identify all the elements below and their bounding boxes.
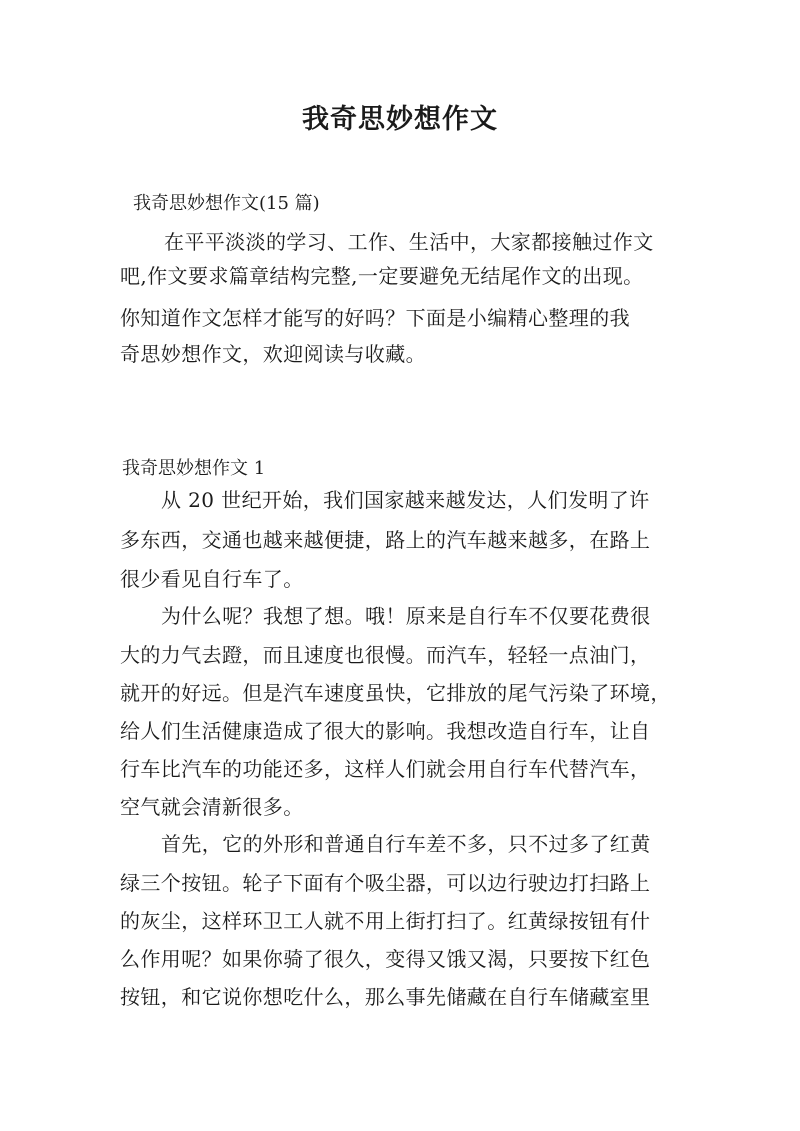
paragraph2-line: 行车比汽车的功能还多，这样人们就会用自行车代替汽车， [120,757,651,781]
intro-line: 在平平淡淡的学习、工作、生活中，大家都接触过作文 [164,230,654,254]
paragraph1-line: 多东西，交通也越来越便捷，路上的汽车越来越多，在路上 [120,528,651,552]
paragraph1-line: 很少看见自行车了。 [120,567,304,591]
paragraph2-line: 就开的好远。但是汽车速度虽快，它排放的尾气污染了环境， [120,681,671,705]
paragraph3-line: 首先，它的外形和普通自行车差不多，只不过多了红黄 [161,832,651,856]
paragraph2-line: 大的力气去蹬，而且速度也很慢。而汽车，轻轻一点油门， [120,643,651,667]
document-title: 我奇思妙想作文 [302,104,498,135]
paragraph2-line: 给人们生活健康造成了很大的影响。我想改造自行车，让自 [120,719,651,743]
paragraph2-line: 空气就会清新很多。 [120,795,304,819]
intro-line: 你知道作文怎样才能写的好吗？下面是小编精心整理的我 [120,306,630,330]
paragraph1-line: 从 20 世纪开始，我们国家越来越发达，人们发明了许 [161,488,650,512]
paragraph2-line: 为什么呢？我想了想。哦！原来是自行车不仅要花费很 [161,604,651,628]
paragraph3-line: 绿三个按钮。轮子下面有个吸尘器，可以边行驶边打扫路上 [120,871,651,895]
section-heading: 我奇思妙想作文 1 [122,458,266,479]
intro-line: 奇思妙想作文，欢迎阅读与收藏。 [120,342,426,366]
paragraph3-line: 的灰尘，这样环卫工人就不用上街打扫了。红黄绿按钮有什 [120,909,651,933]
paragraph3-line: 么作用呢？如果你骑了很久，变得又饿又渴，只要按下红色 [120,947,651,971]
document-subtitle: 我奇思妙想作文(15 篇) [133,193,320,214]
intro-line: 吧,作文要求篇章结构完整,一定要避免无结尾作文的出现。 [120,264,644,288]
paragraph3-line: 按钮，和它说你想吃什么，那么事先储藏在自行车储藏室里 [120,985,651,1009]
